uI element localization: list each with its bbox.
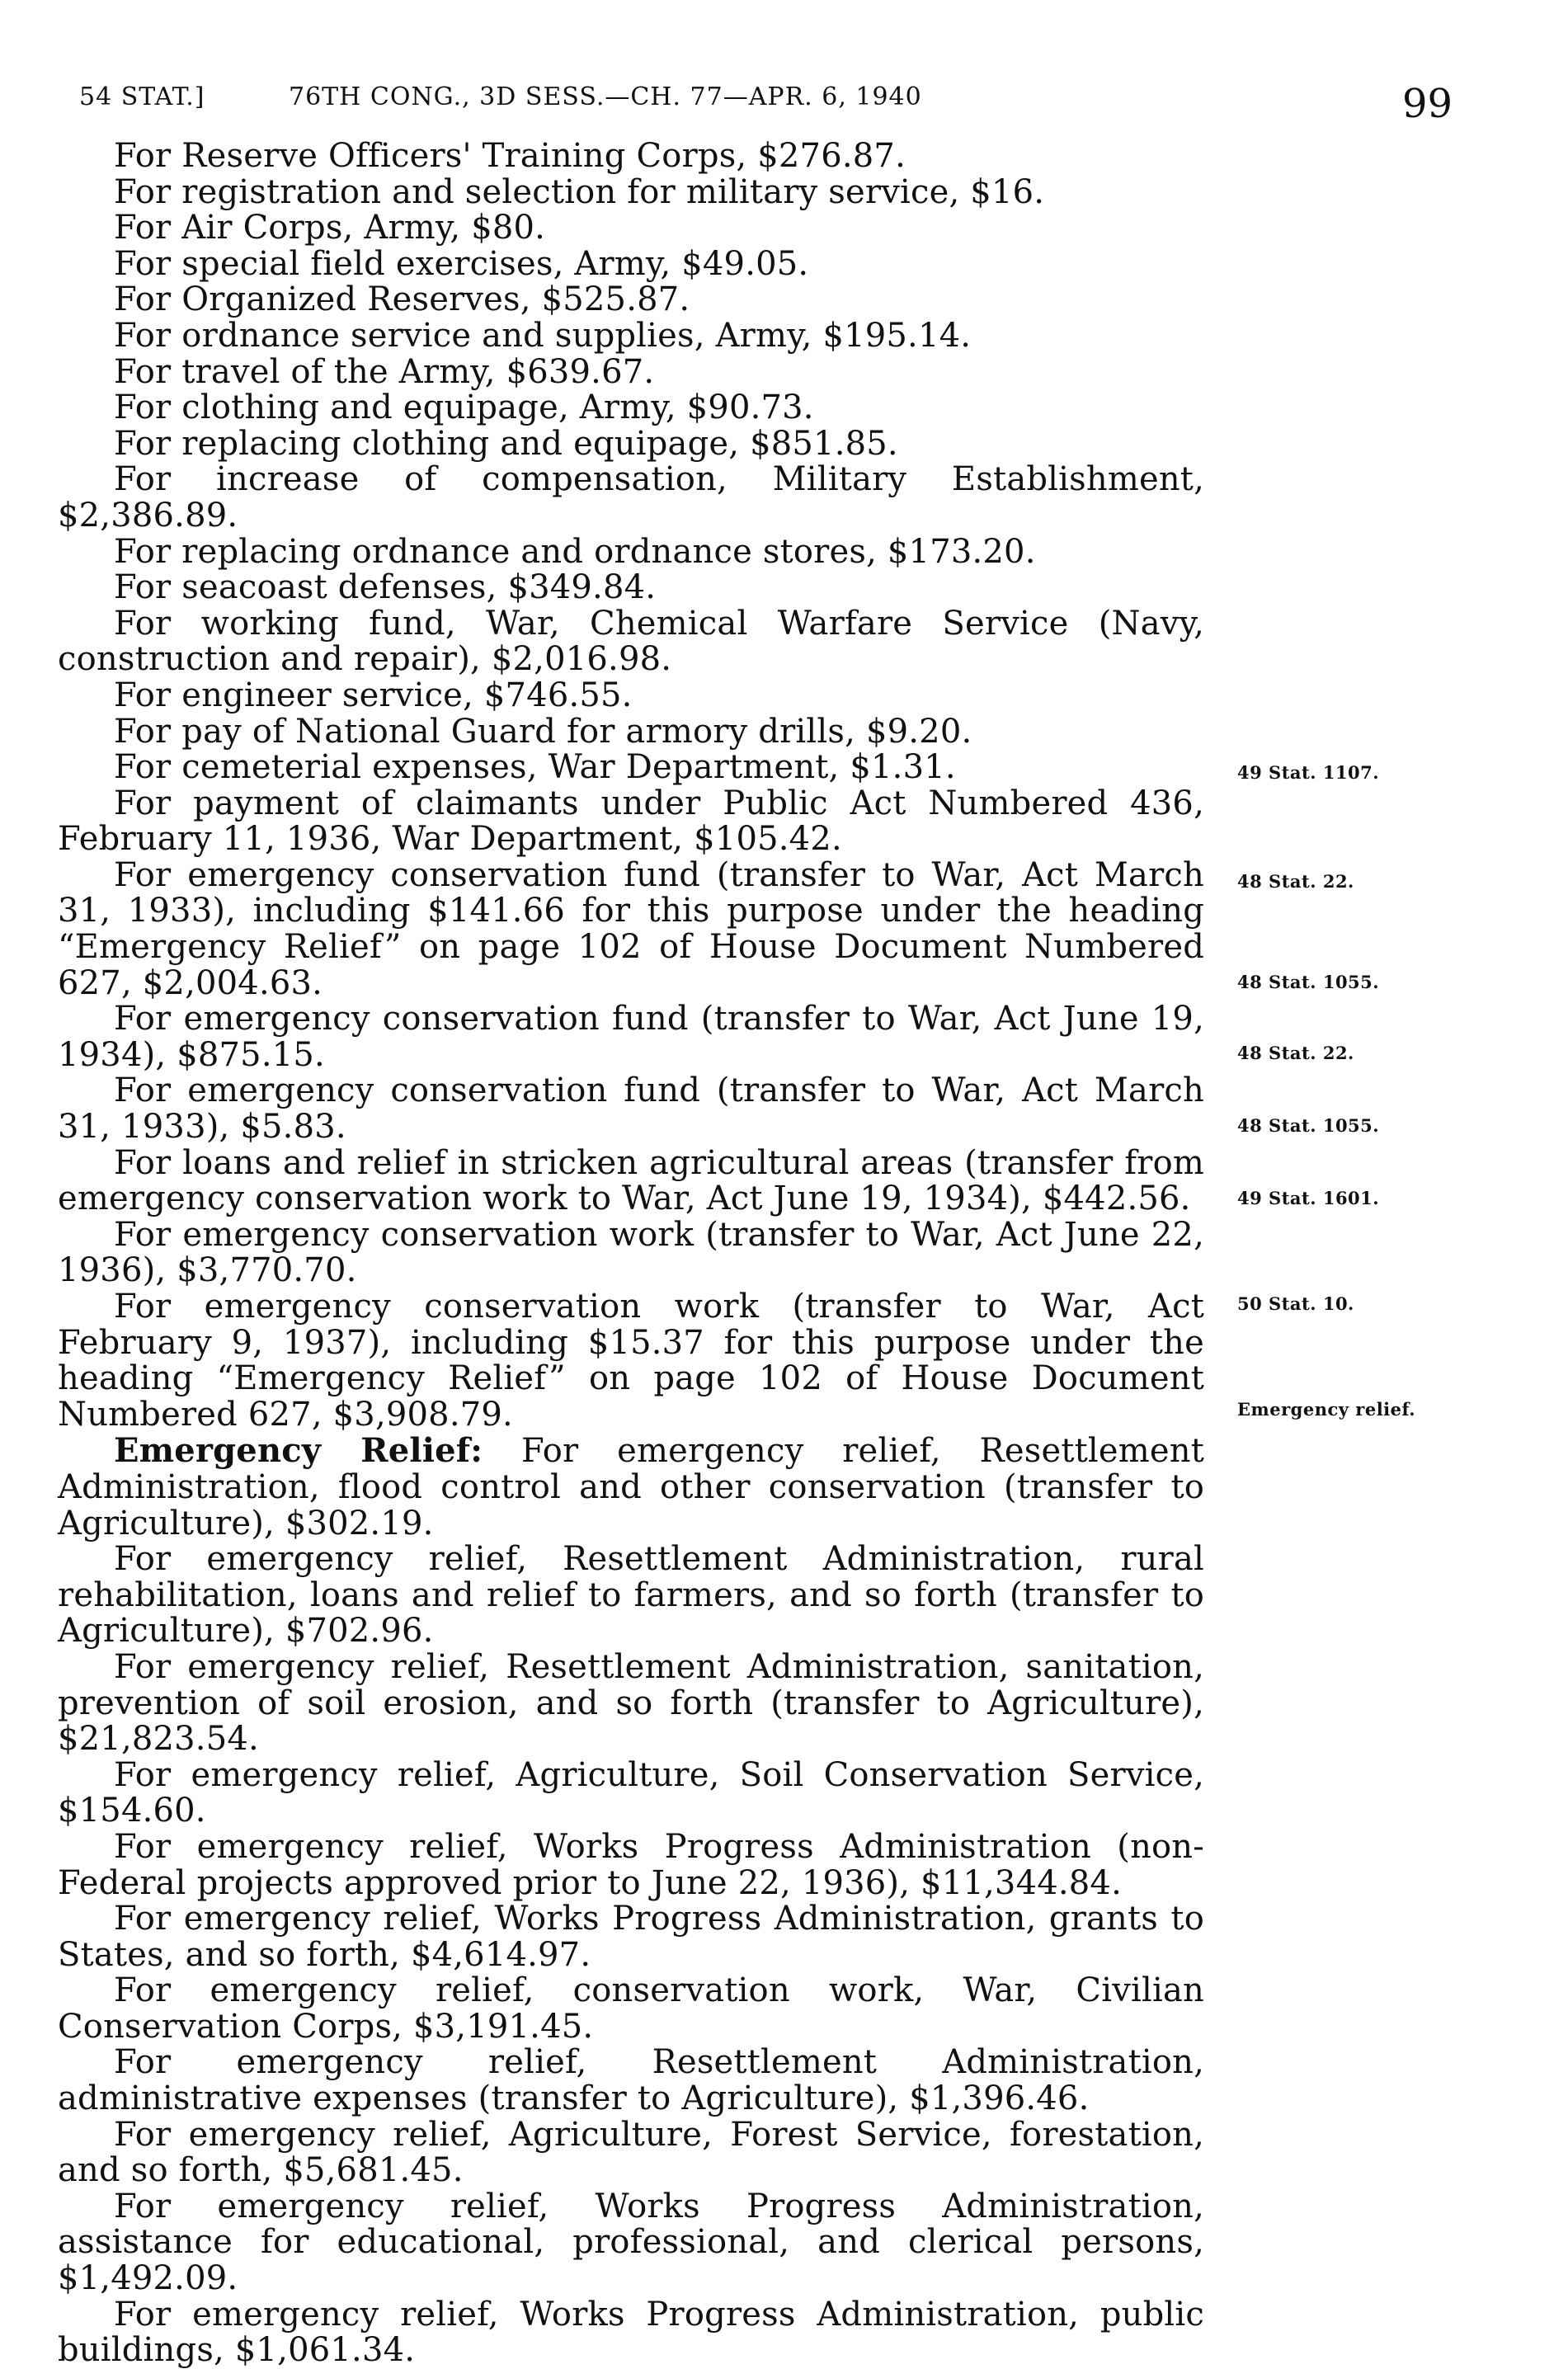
margin-note: Emergency relief.	[1237, 1399, 1416, 1420]
paragraph: For cemeterial expenses, War Department, $1.31.	[114, 748, 956, 787]
paragraph: For emergency relief, Agriculture, Forest Service, forestation, and so forth, $5,681.45.	[58, 2115, 1204, 2190]
paragraph: For replacing ordnance and ordnance stores, $173.20.	[114, 532, 1036, 571]
paragraph: For loans and relief in stricken agricultural areas (transfer from emergency conservation work to War, Act June 19, 1934), $442.56.	[58, 1143, 1204, 1218]
paragraph: For increase of compensation, Military Establishment, $2,386.89.	[58, 460, 1204, 535]
paragraph: For emergency relief, Works Progress Administration, assistance for educational, professional, and clerical persons, $1,492.09.	[58, 2187, 1204, 2298]
margin-note: 48 Stat. 22.	[1237, 871, 1354, 892]
session-chapter-date: 76TH CONG., 3D SESS.—CH. 77—APR. 6, 1940	[289, 82, 922, 111]
paragraph: For emergency conservation fund (transfer to War, Act March 31, 1933), including $141.66 for this purpose under the heading “Emergency Relief” on page 102 of House Document Numbered 627, $2,004.63.	[58, 855, 1204, 1002]
paragraph: For emergency conservation work (transfer to War, Act February 9, 1937), including $15.37 for this purpose under the heading “Emergency Relief” on page 102 of House Document Numbered 627, $3,908.79.	[58, 1288, 1204, 1434]
paragraph: For payment of claimants under Public Act Numbered 436, February 11, 1936, War Department, $105.42.	[58, 784, 1204, 859]
margin-note: 48 Stat. 1055.	[1237, 1115, 1380, 1136]
paragraph: For emergency relief, Works Progress Administration, grants to States, and so forth, $4,614.97.	[58, 1900, 1204, 1974]
page-number: 99	[1402, 81, 1453, 127]
statute-volume: 54 STAT.]	[79, 82, 205, 111]
paragraph: For emergency relief, Resettlement Administration, administrative expenses (transfer to Agriculture), $1,396.46.	[58, 2043, 1204, 2118]
paragraph: For special field exercises, Army, $49.05.	[114, 244, 809, 283]
paragraph: For Reserve Officers' Training Corps, $276.87.	[114, 137, 906, 175]
margin-note: 49 Stat. 1107.	[1237, 762, 1380, 783]
paragraph: For engineer service, $746.55.	[114, 676, 633, 714]
paragraph: For Air Corps, Army, $80.	[114, 209, 546, 247]
paragraph-text: For emergency relief, Resettlement Administration, flood control and other conservation (transfer to Agriculture), $302.19.	[58, 1432, 1204, 1542]
paragraph: For emergency relief, Resettlement Administration, sanitation, prevention of soil erosion, and so forth (transfer to Agriculture), $21,823.54.	[58, 1647, 1204, 1759]
section-heading: Emergency Relief:	[114, 1431, 483, 1471]
margin-note: 48 Stat. 22.	[1237, 1043, 1354, 1063]
paragraph: For pay of National Guard for armory drills, $9.20.	[114, 712, 972, 751]
paragraph: For emergency relief, Works Progress Administration (non-Federal projects approved prior to June 22, 1936), $11,344.84.	[58, 1827, 1204, 1902]
paragraph: For emergency relief, Agriculture, Soil Conservation Service, $154.60.	[58, 1755, 1204, 1830]
paragraph: For working fund, War, Chemical Warfare Service (Navy, construction and repair), $2,016.98.	[58, 604, 1204, 679]
paragraph: For emergency conservation fund (transfer to War, Act March 31, 1933), $5.83.	[58, 1071, 1204, 1147]
paragraph: For emergency relief, Works Progress Administration, public buildings, $1,061.34.	[58, 2295, 1204, 2369]
paragraph: For replacing clothing and equipage, $851.85.	[114, 424, 898, 463]
paragraph: For Organized Reserves, $525.87.	[114, 280, 690, 319]
paragraph: For clothing and equipage, Army, $90.73.	[114, 389, 814, 427]
paragraph: For emergency relief, Resettlement Administration, rural rehabilitation, loans and relief to farmers, and so forth (transfer to Agriculture), $702.96.	[58, 1540, 1204, 1651]
margin-note: 50 Stat. 10.	[1237, 1293, 1354, 1314]
paragraph: For registration and selection for military service, $16.	[114, 172, 1045, 211]
paragraph: For emergency relief, conservation work, War, Civilian Conservation Corps, $3,191.45.	[58, 1971, 1204, 2046]
paragraph: For travel of the Army, $639.67.	[114, 352, 655, 391]
margin-note: 48 Stat. 1055.	[1237, 972, 1380, 992]
paragraph: For emergency conservation work (transfer to War, Act June 22, 1936), $3,770.70.	[58, 1215, 1204, 1290]
paragraph: For ordnance service and supplies, Army, $195.14.	[114, 316, 972, 355]
paragraph: For seacoast defenses, $349.84.	[114, 568, 657, 607]
margin-note: 49 Stat. 1601.	[1237, 1188, 1380, 1208]
paragraph: For emergency conservation fund (transfer to War, Act June 19, 1934), $875.15.	[58, 1000, 1204, 1074]
